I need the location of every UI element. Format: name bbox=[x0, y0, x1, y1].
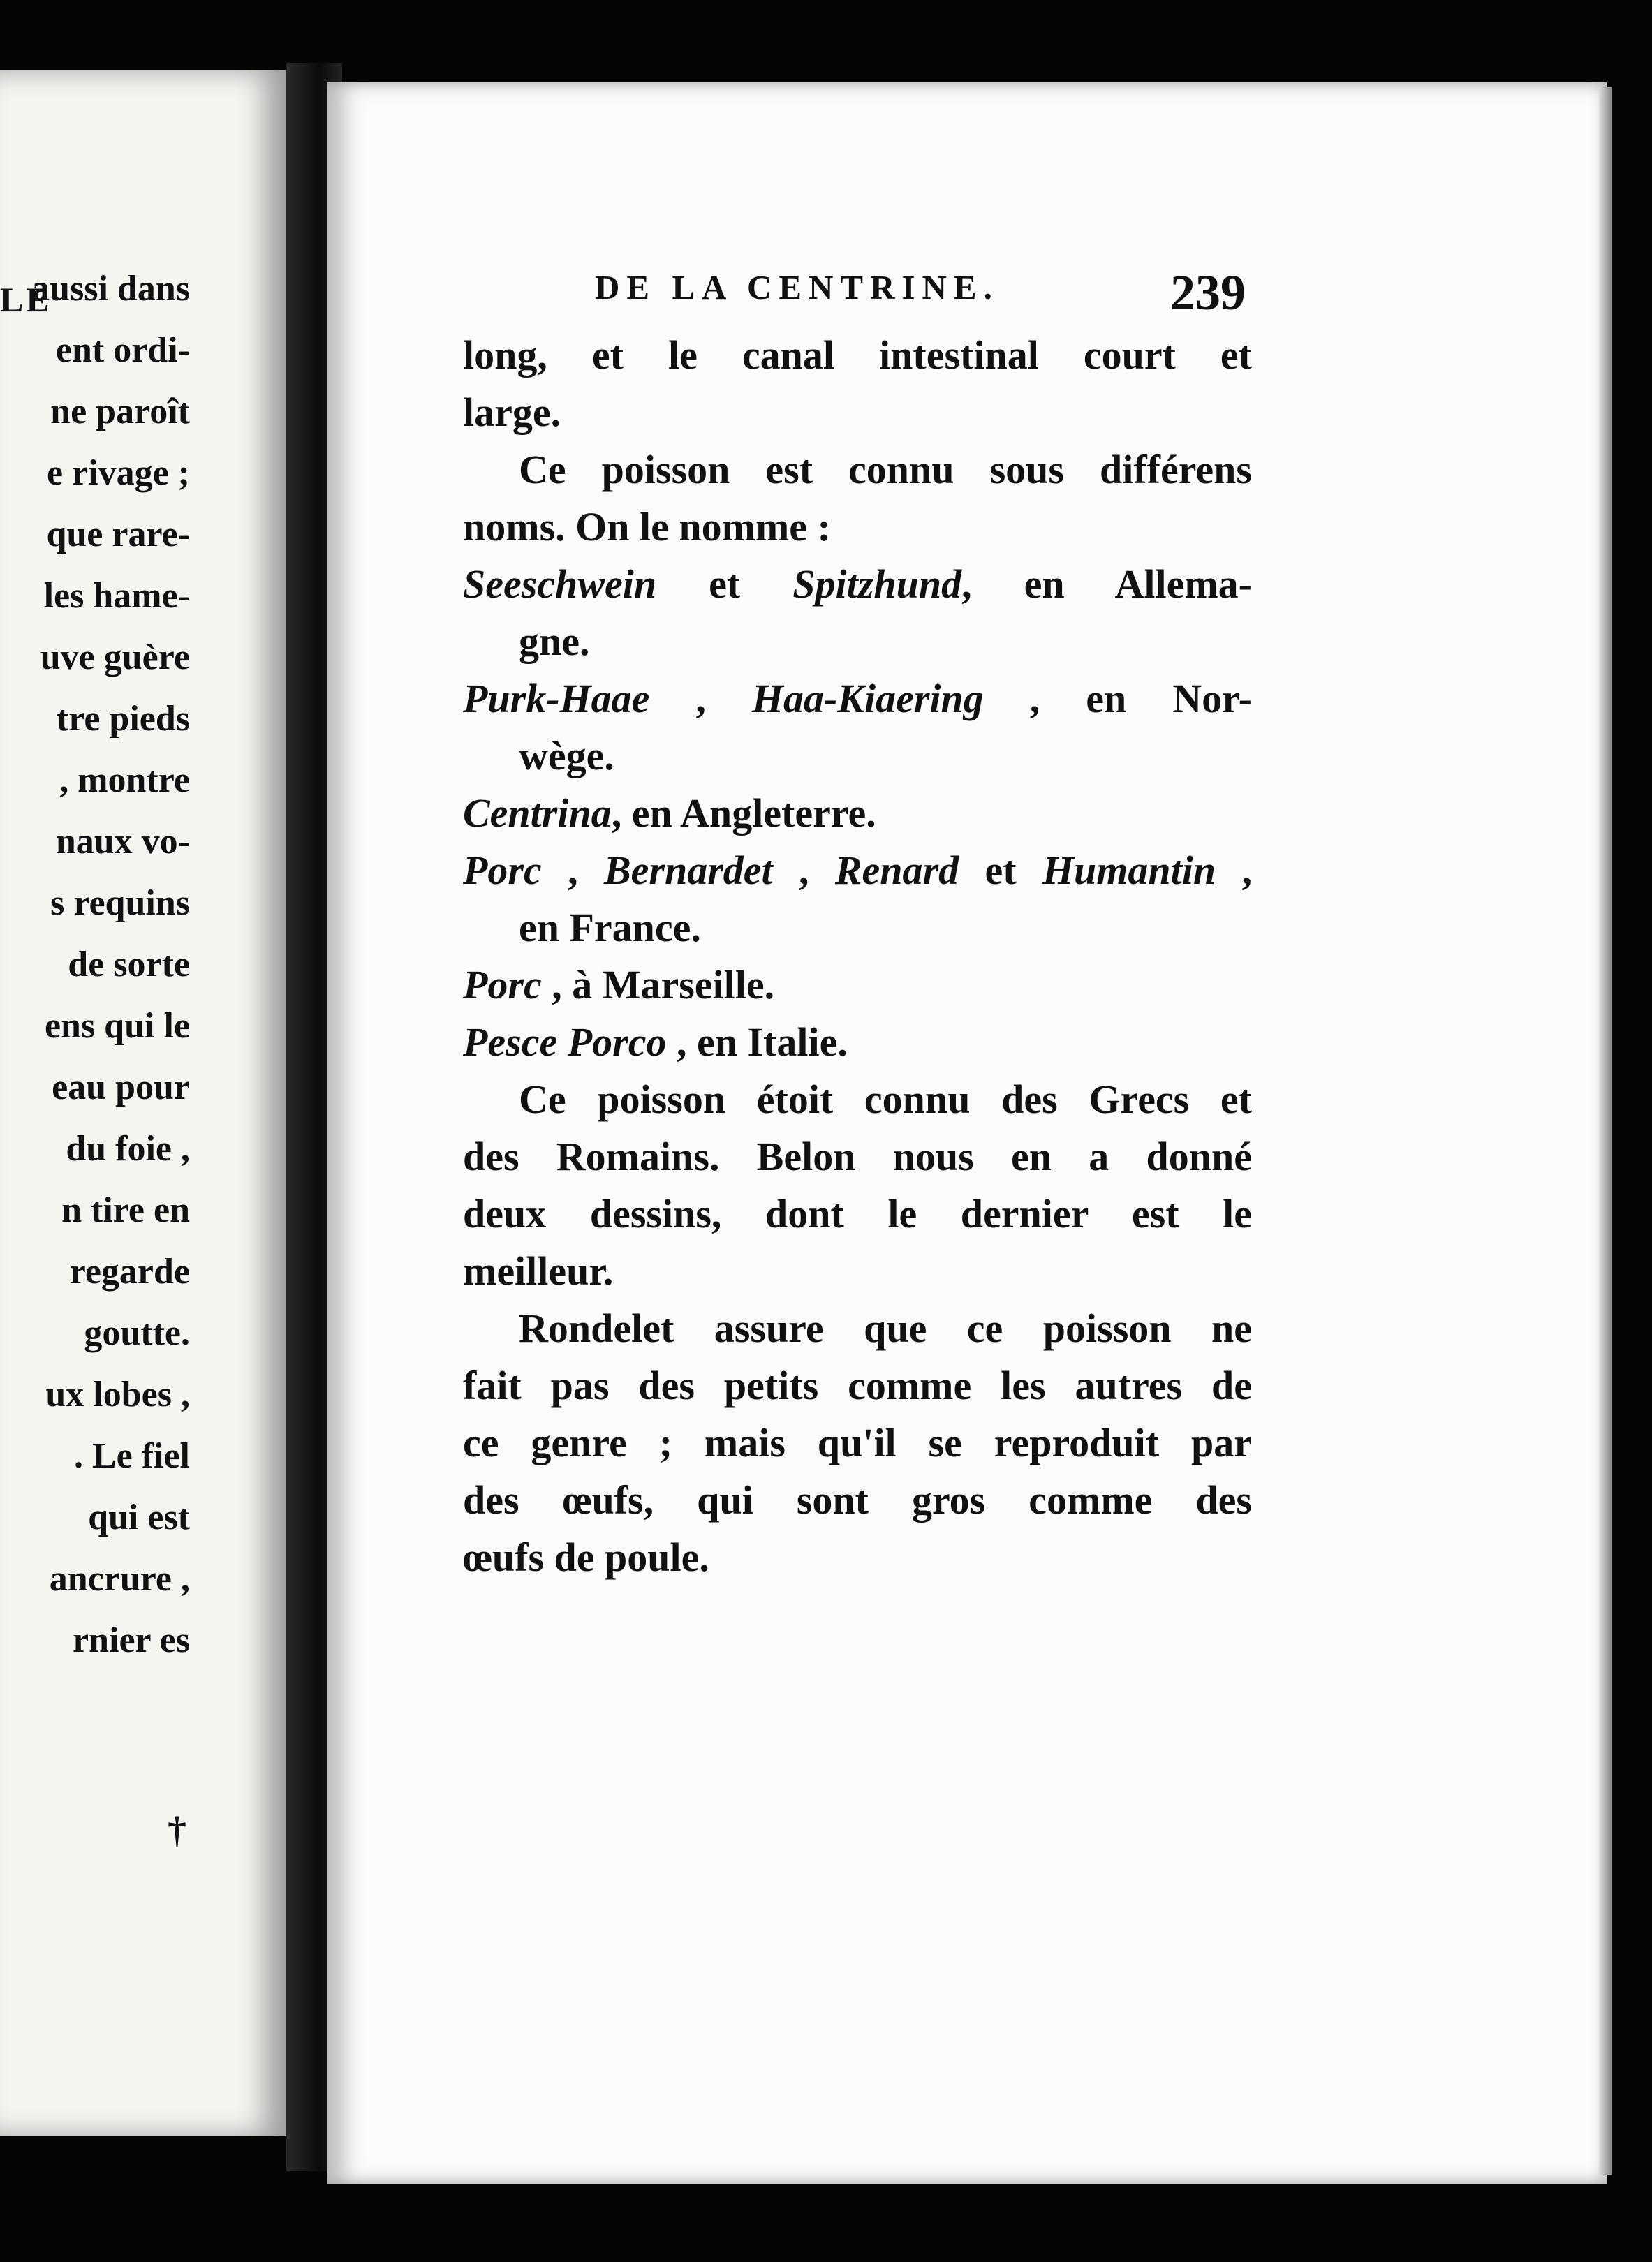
left-line: aussi dans bbox=[31, 269, 190, 309]
page-body-text bbox=[463, 327, 1252, 1586]
text-line: en France. bbox=[519, 905, 701, 950]
left-line: du foie , bbox=[66, 1129, 190, 1169]
text-line: ce genre ; mais qu'il se reproduit par bbox=[463, 1420, 1252, 1465]
left-line: ne paroît bbox=[50, 392, 190, 431]
left-line: goutte. bbox=[84, 1313, 190, 1353]
english-name: Centrina bbox=[463, 790, 612, 836]
text-line: des œufs, qui sont gros comme des bbox=[463, 1477, 1252, 1523]
text-line: meilleur. bbox=[463, 1248, 614, 1294]
left-line: ent ordi- bbox=[55, 330, 190, 370]
left-line: que rare- bbox=[46, 515, 190, 554]
text-line: Ce poisson étoit connu des Grecs et bbox=[519, 1077, 1252, 1122]
text-line: fait pas des petits comme les autres de bbox=[463, 1363, 1252, 1408]
country: , en Nor- bbox=[983, 676, 1252, 721]
left-line: regarde bbox=[69, 1252, 190, 1292]
french-name: Porc bbox=[463, 848, 542, 893]
place: , à Marseille. bbox=[541, 962, 775, 1007]
left-line: ens qui le bbox=[44, 1006, 190, 1046]
text-line: gne. bbox=[519, 619, 590, 664]
name-entry-line bbox=[463, 842, 1252, 899]
norwegian-name: Haa-Kiaering bbox=[751, 676, 984, 721]
french-name: Bernardet bbox=[603, 848, 773, 893]
name-entry-line bbox=[463, 956, 1252, 1014]
left-line: rnier es bbox=[73, 1620, 190, 1660]
text-line: large. bbox=[463, 390, 561, 435]
left-line: tre pieds bbox=[56, 699, 190, 739]
text-line: Ce poisson est connu sous différens bbox=[519, 447, 1252, 492]
conjunction: et bbox=[656, 561, 793, 607]
left-facing-page bbox=[0, 70, 286, 2136]
left-line: eau pour bbox=[52, 1067, 190, 1107]
left-line: n tire en bbox=[61, 1190, 190, 1230]
text-line: des Romains. Belon nous en a donné bbox=[463, 1134, 1252, 1179]
left-line: de sorte bbox=[68, 945, 190, 984]
left-line: s requins bbox=[50, 883, 190, 923]
left-line: , montre bbox=[59, 760, 190, 800]
text-line: Rondelet assure que ce poisson ne bbox=[519, 1306, 1252, 1351]
left-line: les hame- bbox=[43, 576, 190, 616]
name-entry-line bbox=[463, 670, 1252, 727]
separator: , bbox=[772, 848, 835, 893]
text-line: long, et le canal intestinal court et bbox=[463, 332, 1252, 378]
separator: , bbox=[541, 848, 604, 893]
separator: , bbox=[649, 676, 752, 721]
left-signature-mark: † bbox=[168, 1809, 186, 1851]
left-line: e rivage ; bbox=[46, 453, 190, 493]
french-name: Renard bbox=[834, 848, 959, 893]
conjunction: et bbox=[959, 848, 1042, 893]
left-line: uve guère bbox=[40, 637, 190, 677]
country: , en Angleterre. bbox=[611, 790, 876, 836]
text-line: deux dessins, dont le dernier est le bbox=[463, 1191, 1252, 1236]
italian-name: Pesce Porco bbox=[463, 1019, 667, 1065]
running-head: DE LA CENTRINE. bbox=[595, 268, 999, 306]
name-entry-line bbox=[463, 785, 1252, 842]
page-edge bbox=[1599, 87, 1612, 2175]
german-name: Spitzhund bbox=[792, 561, 962, 607]
left-page-text bbox=[0, 258, 190, 1671]
left-line: qui est bbox=[88, 1498, 190, 1537]
text-line: œufs de poule. bbox=[463, 1535, 709, 1580]
left-line: ancrure , bbox=[49, 1559, 190, 1599]
left-line: naux vo- bbox=[55, 822, 190, 862]
french-name: Humantin bbox=[1042, 848, 1216, 893]
country: , en Allema- bbox=[961, 561, 1252, 607]
separator: , bbox=[1216, 848, 1253, 893]
name-entry-line bbox=[463, 556, 1252, 613]
norwegian-name: Purk-Haae bbox=[463, 676, 650, 721]
left-line: . Le fiel bbox=[73, 1436, 190, 1476]
country: , en Italie. bbox=[666, 1019, 848, 1065]
name-entry-line bbox=[463, 1014, 1252, 1071]
left-line: ux lobes , bbox=[45, 1375, 190, 1414]
marseille-name: Porc bbox=[463, 962, 542, 1007]
left-running-head-fragment: LE bbox=[0, 280, 52, 319]
text-line: noms. On le nomme : bbox=[463, 504, 831, 549]
text-line: wège. bbox=[519, 733, 614, 778]
german-name: Seeschwein bbox=[463, 561, 657, 607]
page-number: 239 bbox=[1170, 265, 1246, 320]
